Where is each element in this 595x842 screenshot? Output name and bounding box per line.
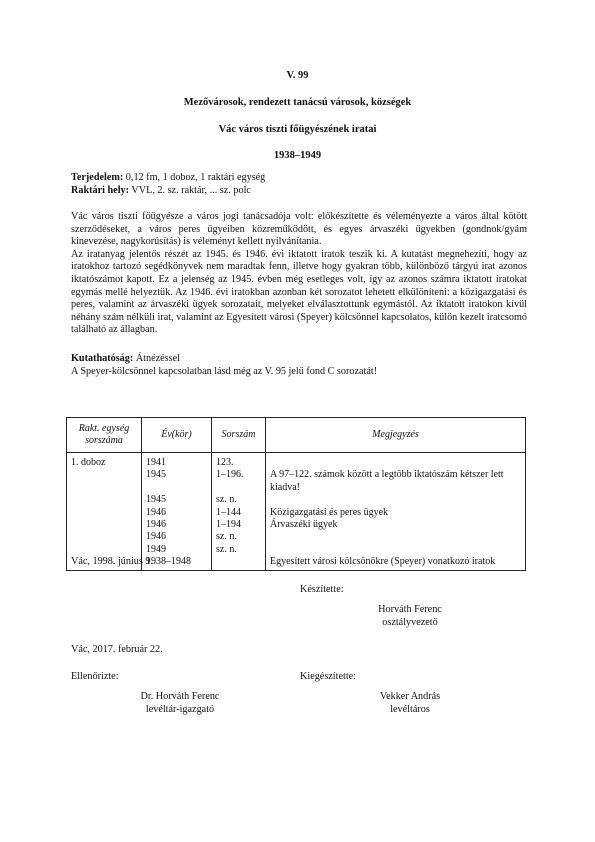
cell-note: A 97–122. számok között a legtöbb iktatószám kétszer lett kiadva! (266, 469, 526, 494)
cell-number: 1–196. (212, 469, 266, 494)
cell-year: 1945 (142, 469, 212, 494)
checked-name: Dr. Horváth Ferenc (140, 691, 220, 702)
header-year: Év(kör) (142, 418, 212, 453)
category-heading: Mezővárosok, rendezett tanácsú városok, községek (183, 97, 412, 108)
register-table (66, 417, 526, 571)
prepared-label: Készítette: (300, 584, 344, 595)
table-row (67, 544, 526, 556)
table-row (67, 507, 526, 519)
location-label: Raktári hely: (71, 185, 130, 196)
fond-code: V. 99 (286, 70, 309, 81)
cell-number (212, 556, 266, 570)
cell-unit (67, 469, 142, 494)
cell-year: 1945 (142, 494, 212, 506)
cell-year: 1946 (142, 507, 212, 519)
cell-year: 1949 (142, 544, 212, 556)
table-row (67, 453, 526, 470)
cell-number: 1–144 (212, 507, 266, 519)
extent-value: 0,12 fm, 1 doboz, 1 raktári egység (123, 172, 266, 183)
cell-year: 1941 (142, 453, 212, 470)
research-label: Kutathatóság: (71, 353, 134, 364)
table-header-row (67, 418, 526, 453)
research-value: Átnézéssel (133, 353, 180, 364)
cell-year: 1946 (142, 519, 212, 531)
cell-note: Árvaszéki ügyek (266, 519, 526, 531)
location-line (71, 185, 527, 198)
table-row (67, 494, 526, 506)
cell-year: 1946 (142, 531, 212, 543)
completed-title: levéltáros (390, 703, 430, 715)
checked-signature (110, 691, 250, 717)
completed-label: Kiegészítette: (300, 671, 357, 682)
description (71, 211, 527, 337)
prepared-signature (340, 604, 480, 630)
cell-number: sz. n. (212, 531, 266, 543)
cell-note (266, 494, 526, 506)
cell-unit (67, 507, 142, 519)
prepared-title: osztályvezető (382, 616, 438, 628)
completed-name: Vekker András (379, 691, 441, 702)
fond-years: 1938–1949 (273, 150, 322, 161)
header-number: Sorszám (212, 418, 266, 453)
cell-unit (67, 531, 142, 543)
description-paragraph: Az iratanyag jelentős részét az 1945. és 1946. évi iktatott iratok teszik ki. A kutatást megnehezíti, hogy az iratokhoz tartozó segédkönyvek nem maradtak fenn, illetve hogy gyakran több, különböző tárgyú irat azonos iktatószámot kapott. Ez a jelenség az 1945. évben még esetleges volt, így az azonos számra iktatott iratokat egymás mellé helyeztük. Az 1946. évi iratokban azonban két sorozatot lehetett elkülöníteni: a közigazgatási és peres, valamint az árvaszéki ügyek sorozatait, melyeket elválasztottunk egymástól. Az iktatott iratokon kívül néhány szám nélküli irat, valamint az Egyesített városi (Speyer) kölcsönnel kapcsolatos, külön kezelt iratcsomó található az állagban. (71, 248, 527, 336)
cell-note (266, 531, 526, 543)
research-note: A Speyer-kölcsönnel kapcsolatban lásd még az V. 95 jelű fond C sorozatát! (71, 366, 378, 377)
extent-label: Terjedelem: (71, 172, 124, 183)
location-value: VVL, 2. sz. raktár, ... sz. polc (129, 185, 251, 196)
cell-number: 123. (212, 453, 266, 470)
research-line (71, 353, 527, 366)
completed-signature (340, 691, 480, 717)
cell-unit (67, 519, 142, 531)
cell-unit (67, 544, 142, 556)
table-row (67, 531, 526, 543)
cell-number: 1–194 (212, 519, 266, 531)
place-date-revision: Vác, 2017. február 22. (71, 644, 163, 655)
cell-unit: 1. doboz (67, 453, 142, 470)
place-date-original: Vác, 1998. június 9. (71, 556, 154, 567)
cell-note (266, 544, 526, 556)
header-note: Megjegyzés (266, 418, 526, 453)
cell-number: sz. n. (212, 494, 266, 506)
fond-title: Vác város tiszti főügyészének iratai (218, 124, 377, 135)
checked-title: levéltár-igazgató (145, 703, 215, 715)
extent-line (71, 172, 527, 185)
cell-note: Közigazgatási és peres ügyek (266, 507, 526, 519)
description-paragraph: Vác város tiszti főügyésze a város jogi tanácsadója volt: előkészítette és véleményezte a város által kötött szerződéseket, a város peres ügyeiben közreműködött, és egyes árvaszéki ügyekben (gondnok/gyám kinevezése, nagykorúsítás) is véleményt kellett nyilvánítania. (71, 211, 527, 248)
header-unit: Rakt. egység sorszáma (67, 418, 142, 453)
cell-year: 1938–1948 (142, 556, 212, 570)
cell-note: Egyesített városi kölcsönökre (Speyer) vonatkozó iratok (266, 556, 526, 570)
checked-label: Ellenőrizte: (71, 671, 119, 682)
table-row (67, 469, 526, 494)
cell-note (266, 453, 526, 470)
cell-unit (67, 494, 142, 506)
prepared-name: Horváth Ferenc (378, 604, 442, 615)
table-row (67, 519, 526, 531)
cell-number: sz. n. (212, 544, 266, 556)
